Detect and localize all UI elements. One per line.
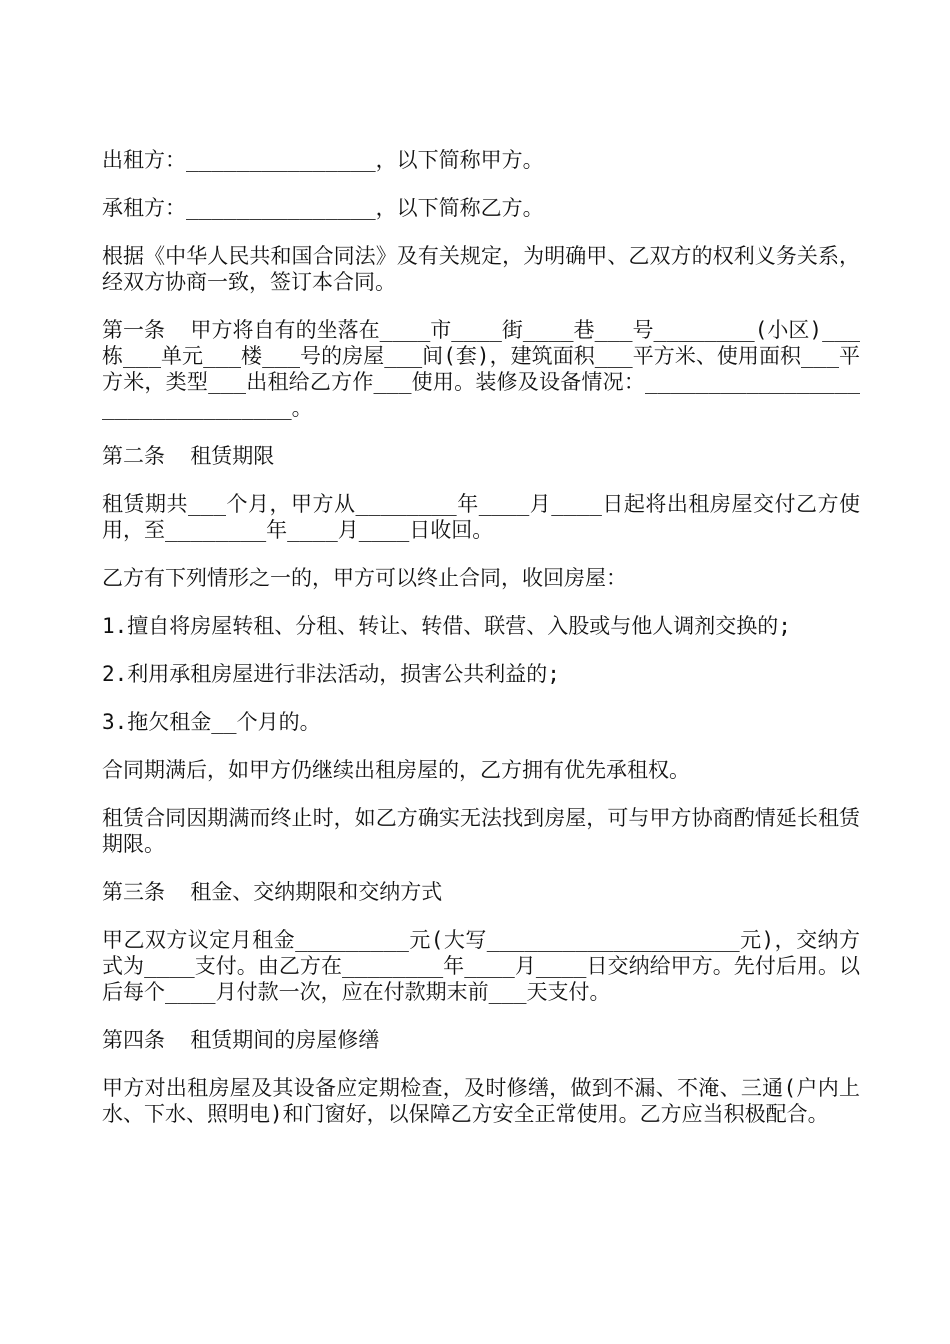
- article-2-item-1: 1.擅自将房屋转租、分租、转让、转借、联营、入股或与他人调剂交换的;: [102, 614, 791, 638]
- article-2-extension: 租赁合同因期满而终止时，如乙方确实无法找到房屋，可与甲方协商酌情延长租赁期限。: [102, 806, 860, 856]
- article-3-body: 甲乙双方议定月租金_________元(大写____________________元)，交纳方式为____支付。由乙方在________年____月____日交纳给甲方。先付后用。以后每个____月付款一次，应在付款期末前___天支付。: [102, 928, 860, 1004]
- preamble: 根据《中华人民共和国合同法》及有关规定，为明确甲、乙双方的权利义务关系，经双方协商一致，签订本合同。: [102, 244, 860, 294]
- article-1-body: 第一条 甲方将自有的坐落在____市____街____巷___号________(小区)___栋___单元___楼___号的房屋___间(套)，建筑面积___平方米、使用面积___平方米，类型___出租给乙方作___使用。装修及设备情况：________________________________。: [102, 318, 860, 420]
- article-4-heading: 第四条 租赁期间的房屋修缮: [102, 1028, 380, 1052]
- article-2-heading: 第二条 租赁期限: [102, 444, 275, 468]
- article-2-item-3: 3.拖欠租金__个月的。: [102, 710, 321, 734]
- contract-page: [102, 147, 860, 1149]
- article-2-item-2: 2.利用承租房屋进行非法活动，损害公共利益的;: [102, 662, 560, 686]
- article-2-priority: 合同期满后，如甲方仍继续出租房屋的，乙方拥有优先承租权。: [102, 758, 690, 782]
- article-4-body: 甲方对出租房屋及其设备应定期检查，及时修缮，做到不漏、不淹、三通(户内上水、下水、照明电)和门窗好，以保障乙方安全正常使用。乙方应当积极配合。: [102, 1076, 860, 1126]
- lessee-line: 承租方：_______________，以下简称乙方。: [102, 196, 544, 220]
- article-3-heading: 第三条 租金、交纳期限和交纳方式: [102, 880, 443, 904]
- article-2-termination-intro: 乙方有下列情形之一的，甲方可以终止合同，收回房屋：: [102, 566, 627, 590]
- lessor-line: 出租方：_______________，以下简称甲方。: [102, 148, 544, 172]
- article-2-term: 租赁期共___个月，甲方从________年____月____日起将出租房屋交付乙方使用，至________年____月____日收回。: [102, 492, 860, 542]
